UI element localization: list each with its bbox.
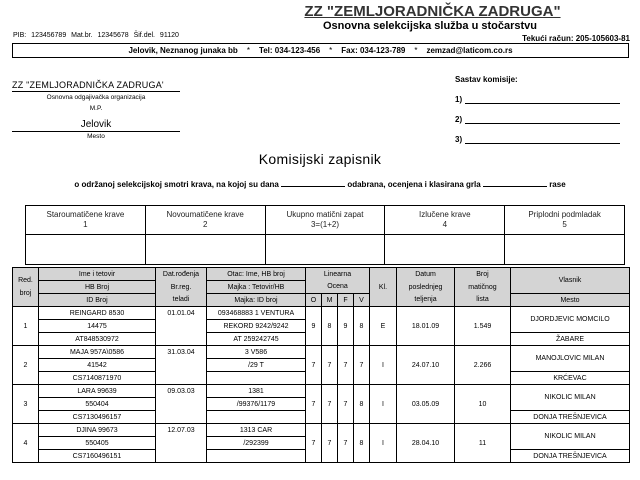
dam-id xyxy=(207,450,306,463)
commission-member-2 xyxy=(455,115,620,124)
company-ids: PIB: 123456789 Mat.br. 12345678 Šif.del. 91120 xyxy=(13,32,179,39)
header-datum-3: teljenja xyxy=(397,294,455,307)
summary-value xyxy=(145,235,265,265)
owner: DJORDJEVIC MOMCILO xyxy=(511,307,630,333)
separator: * xyxy=(414,46,418,55)
intro-text-1: o održanoj selekcijskoj smotri krava, na kojoj su dana xyxy=(74,180,279,189)
row-number: 1 xyxy=(13,307,39,346)
last-calving-date: 24.07.10 xyxy=(397,346,455,385)
score-o: 9 xyxy=(306,307,322,346)
herd-book-number: 11 xyxy=(455,424,511,463)
calf-count xyxy=(156,333,207,346)
organization-type: Osnovna odgajivačka organizacija xyxy=(46,94,146,101)
signature-line xyxy=(465,135,620,144)
hb-number: 14475 xyxy=(39,320,156,333)
sire: 1381 xyxy=(207,385,306,398)
intro-sentence xyxy=(0,179,640,189)
score-o: 7 xyxy=(306,385,322,424)
dam-tattoo: /292399 xyxy=(207,437,306,450)
cow-name: LARA 99639 xyxy=(39,385,156,398)
summary-header: Staroumatičene krave 1 xyxy=(26,206,146,235)
birth-date: 31.03.04 xyxy=(156,346,207,359)
class: I xyxy=(370,385,397,424)
sire: 1313 CAR xyxy=(207,424,306,437)
header-otac: Otac: Ime, HB broj xyxy=(207,268,306,281)
class: I xyxy=(370,346,397,385)
id-number: CS7160496151 xyxy=(39,450,156,463)
calf-count xyxy=(156,372,207,385)
score-m: 7 xyxy=(322,385,338,424)
class: E xyxy=(370,307,397,346)
organization-block xyxy=(12,80,180,140)
contact-bar xyxy=(12,43,629,58)
birth-date: 01.01.04 xyxy=(156,307,207,320)
last-calving-date: 18.01.09 xyxy=(397,307,455,346)
table-row xyxy=(13,307,630,320)
table-row xyxy=(13,385,630,398)
service-subtitle: Osnovna selekcijska služba u stočarstvu xyxy=(323,20,537,32)
score-f: 7 xyxy=(338,346,354,385)
header-broj-3: lista xyxy=(455,294,511,307)
id-number: CS7130496157 xyxy=(39,411,156,424)
summary-header: Ukupno matični zapat 3=(1+2) xyxy=(265,206,385,235)
header-vlasnik: Vlasnik xyxy=(511,268,630,294)
document-title: Komisijski zapisnik xyxy=(258,151,382,167)
owner-place: DONJA TREŠNJEVICA xyxy=(511,450,630,463)
score-f: 9 xyxy=(338,307,354,346)
company-title-text: ZZ "ZEMLJORADNIČKA ZADRUGA" xyxy=(304,3,561,20)
score-m: 7 xyxy=(322,346,338,385)
dam-id xyxy=(207,372,306,385)
id-number: CS7140871970 xyxy=(39,372,156,385)
intro-text-3: rase xyxy=(549,180,566,189)
stamp-label: M.P. xyxy=(89,105,103,112)
summary-table xyxy=(25,205,625,265)
summary-value xyxy=(385,235,505,265)
header-datum: Datum xyxy=(397,268,455,281)
owner-place: ŽABARE xyxy=(511,333,630,346)
member-number: 2) xyxy=(455,115,463,124)
header-majka-id: Majka: ID broj xyxy=(207,294,306,307)
calf-count xyxy=(156,450,207,463)
id-number: AT848530972 xyxy=(39,333,156,346)
date-blank xyxy=(281,179,345,187)
score-m: 7 xyxy=(322,424,338,463)
header-kl: Kl. xyxy=(370,268,397,307)
row-number: 4 xyxy=(13,424,39,463)
header-teladi: teladi xyxy=(156,294,207,307)
summary-value xyxy=(26,235,146,265)
cow-name: MAJA 957A\0586 xyxy=(39,346,156,359)
header-f: F xyxy=(338,294,354,307)
header-ocena: Ocena xyxy=(306,281,370,294)
herd-book-number: 10 xyxy=(455,385,511,424)
hb-number: 41542 xyxy=(39,359,156,372)
header-broj: Broj xyxy=(455,268,511,281)
address: Jelovik, Neznanog junaka bb xyxy=(128,46,238,55)
class: I xyxy=(370,424,397,463)
cow-name: DJINA 99673 xyxy=(39,424,156,437)
owner: MANOJLOVIC MILAN xyxy=(511,346,630,372)
hb-number: 550404 xyxy=(39,398,156,411)
table-row xyxy=(13,346,630,359)
score-o: 7 xyxy=(306,346,322,385)
table-row xyxy=(13,424,630,437)
separator: * xyxy=(329,46,333,55)
owner: NIKOLIC MILAN xyxy=(511,424,630,450)
commission-member-3 xyxy=(455,135,620,144)
header-linearna: Linearna xyxy=(306,268,370,281)
summary-header: Novoumatičene krave 2 xyxy=(145,206,265,235)
place-label: Mesto xyxy=(87,133,105,140)
header-red-broj: Red. broj xyxy=(13,268,39,307)
header-dat: Dat.rođenja xyxy=(156,268,207,281)
organization-name: ZZ "ZEMLJORADNIČKA ZADRUGA' xyxy=(12,80,180,92)
place-value: Jelovik xyxy=(12,119,180,132)
row-number: 3 xyxy=(13,385,39,424)
calf-reg xyxy=(156,437,207,450)
herd-book-number: 1.549 xyxy=(455,307,511,346)
summary-header: Priplodni podmladak 5 xyxy=(505,206,625,235)
intro-text-2: odabrana, ocenjena i klasirana grla xyxy=(347,180,481,189)
score-f: 7 xyxy=(338,424,354,463)
score-m: 8 xyxy=(322,307,338,346)
header-majka-tet: Majka : Tetovir/HB xyxy=(207,281,306,294)
commission-member-1 xyxy=(455,95,620,104)
hb-number: 550405 xyxy=(39,437,156,450)
header-o: O xyxy=(306,294,322,307)
header-hb: HB Broj xyxy=(39,281,156,294)
owner-place: DONJA TREŠNJEVICA xyxy=(511,411,630,424)
score-v: 8 xyxy=(354,424,370,463)
header-ime: Ime i tetovir xyxy=(39,268,156,281)
score-o: 7 xyxy=(306,424,322,463)
dam-tattoo: /29 T xyxy=(207,359,306,372)
owner: NIKOLIC MILAN xyxy=(511,385,630,411)
telephone: Tel: 034-123-456 xyxy=(258,46,321,55)
sire: 3 V586 xyxy=(207,346,306,359)
commission-label: Sastav komisije: xyxy=(455,75,518,84)
owner-place: KRĆEVAC xyxy=(511,372,630,385)
birth-date: 12.07.03 xyxy=(156,424,207,437)
herd-book-number: 2.266 xyxy=(455,346,511,385)
header-m: M xyxy=(322,294,338,307)
company-title xyxy=(0,3,640,20)
last-calving-date: 28.04.10 xyxy=(397,424,455,463)
dam-tattoo: REKORD 9242/9242 xyxy=(207,320,306,333)
member-number: 3) xyxy=(455,135,463,144)
dam-id: AT 259242745 xyxy=(207,333,306,346)
birth-date: 09.03.03 xyxy=(156,385,207,398)
header-mesto: Mesto xyxy=(511,294,630,307)
score-v: 8 xyxy=(354,385,370,424)
dam-tattoo: /99376/1179 xyxy=(207,398,306,411)
cow-name: REINGARD 8530 xyxy=(39,307,156,320)
score-v: 8 xyxy=(354,307,370,346)
email: zemzad@laticom.co.rs xyxy=(426,46,513,55)
signature-line xyxy=(465,115,620,124)
score-f: 7 xyxy=(338,385,354,424)
header-datum-2: poslednjeg xyxy=(397,281,455,294)
calf-reg xyxy=(156,320,207,333)
calf-reg xyxy=(156,359,207,372)
breed-blank xyxy=(483,179,547,187)
sire: 093468883 1 VENTURA xyxy=(207,307,306,320)
commission-block xyxy=(455,75,620,144)
score-v: 7 xyxy=(354,346,370,385)
summary-value xyxy=(265,235,385,265)
header-v: V xyxy=(354,294,370,307)
header-broj-2: matičnog xyxy=(455,281,511,294)
summary-header: Izlučene krave 4 xyxy=(385,206,505,235)
fax: Fax: 034-123-789 xyxy=(341,46,406,55)
signature-line xyxy=(465,95,620,104)
last-calving-date: 03.05.09 xyxy=(397,385,455,424)
summary-value xyxy=(505,235,625,265)
header-id: ID Broj xyxy=(39,294,156,307)
bank-account: Tekući račun: 205-105603-81 xyxy=(522,34,630,43)
member-number: 1) xyxy=(455,95,463,104)
calf-count xyxy=(156,411,207,424)
cattle-table xyxy=(12,267,630,463)
row-number: 2 xyxy=(13,346,39,385)
header-brreg: Br.reg. xyxy=(156,281,207,294)
dam-id xyxy=(207,411,306,424)
calf-reg xyxy=(156,398,207,411)
separator: * xyxy=(246,46,250,55)
